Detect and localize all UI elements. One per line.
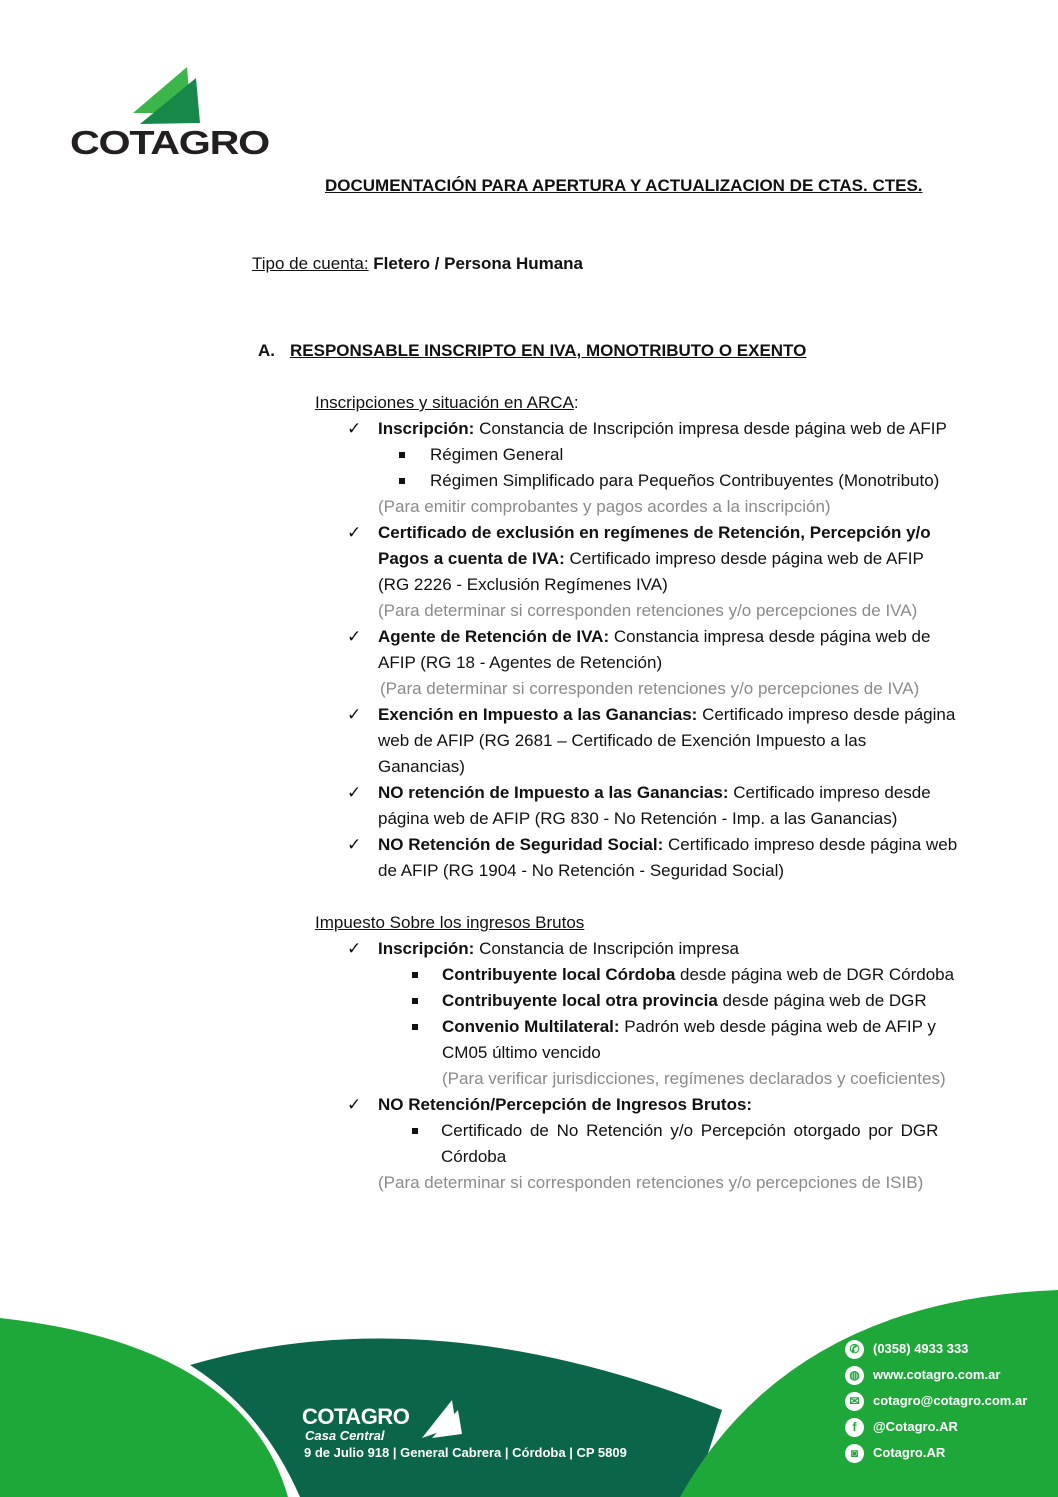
contact-phone: (0358) 4933 333 — [873, 1341, 969, 1356]
item-bold: Convenio Multilateral: — [442, 1017, 620, 1036]
list-item — [378, 936, 739, 962]
item-text: Constancia de Inscripción impresa desde página web de AFIP — [474, 419, 947, 438]
item-text: AFIP (RG 18 - Agentes de Retención) — [378, 653, 663, 672]
bullet-item — [442, 988, 927, 1014]
item-text: de AFIP (RG 1904 - No Retención - Seguridad Social) — [378, 861, 785, 880]
item-text: desde página web de DGR Córdoba — [675, 965, 955, 984]
arca-heading-text: Inscripciones y situación en ARCA — [315, 393, 574, 412]
check-icon: ✓ — [347, 419, 362, 438]
bullet-icon — [412, 998, 418, 1004]
item-text: (RG 2226 - Exclusión Regímenes IVA) — [378, 575, 668, 594]
list-item — [378, 780, 931, 806]
footer-brand: COTAGRO — [302, 1404, 410, 1429]
item-text: Certificado impreso desde página web de AFIP — [564, 549, 924, 568]
check-icon: ✓ — [347, 523, 362, 542]
bullet-item — [442, 1014, 936, 1040]
item-bold: Agente de Retención de IVA: — [378, 627, 610, 646]
colon: : — [573, 393, 579, 412]
item-bold: NO retención de Impuesto a las Ganancias: — [378, 783, 729, 802]
item-bold: Pagos a cuenta de IVA: — [378, 549, 565, 568]
item-bold: Inscripción: — [378, 419, 475, 438]
iibb-heading: Impuesto Sobre los ingresos Brutos — [315, 913, 585, 932]
item-text: página web de AFIP (RG 830 - No Retención - Imp. a las Ganancias) — [378, 809, 898, 828]
item-text: desde página web de DGR — [717, 991, 927, 1010]
check-icon: ✓ — [347, 835, 362, 854]
section-letter: A. — [258, 341, 275, 360]
facebook-icon: f — [845, 1418, 864, 1437]
list-item — [378, 624, 930, 650]
note: (Para determinar si corresponden retenciones y/o percepciones de IVA) — [378, 601, 918, 620]
bullet-item: Régimen Simplificado para Pequeños Contribuyentes (Monotributo) — [430, 471, 940, 490]
item-text: CM05 último vencido — [442, 1043, 601, 1062]
item-bold: NO Retención/Percepción de Ingresos Brutos: — [378, 1095, 753, 1114]
check-icon: ✓ — [347, 783, 362, 802]
item-bold: NO Retención de Seguridad Social: — [378, 835, 664, 854]
bullet-item: Certificado de No Retención y/o Percepción otorgado por DGR — [441, 1121, 939, 1140]
footer-address: 9 de Julio 918 | General Cabrera | Córdoba | CP 5809 — [304, 1445, 627, 1460]
logo-text: COTAGRO — [70, 124, 270, 161]
item-text: Córdoba — [441, 1147, 507, 1166]
bullet-icon — [412, 972, 418, 978]
contact-email[interactable]: cotagro@cotagro.com.ar — [873, 1393, 1028, 1408]
account-type-value: Fletero / Persona Humana — [368, 254, 584, 273]
list-item — [378, 702, 955, 728]
check-icon: ✓ — [347, 939, 362, 958]
item-text: Padrón web desde página web de AFIP y — [619, 1017, 936, 1036]
bullet-item: Régimen General — [430, 445, 564, 464]
note: (Para verificar jurisdicciones, regímenes declarados y coeficientes) — [442, 1069, 946, 1088]
check-icon: ✓ — [347, 1095, 362, 1114]
item-text: Certificado impreso desde página web — [663, 835, 958, 854]
phone-icon: ✆ — [845, 1340, 864, 1359]
section-heading: RESPONSABLE INSCRIPTO EN IVA, MONOTRIBUTO O EXENTO — [290, 341, 807, 360]
bullet-icon — [412, 1128, 418, 1134]
bullet-item — [442, 962, 954, 988]
item-text: Constancia impresa desde página web de — [609, 627, 931, 646]
check-icon: ✓ — [347, 705, 362, 724]
item-text: Certificado impreso desde página — [697, 705, 956, 724]
item-text: web de AFIP (RG 2681 – Certificado de Exención Impuesto a las — [378, 731, 867, 750]
bullet-icon — [412, 1024, 418, 1030]
item-text: Ganancias) — [378, 757, 465, 776]
list-item-line — [378, 546, 924, 572]
email-icon: ✉ — [845, 1392, 864, 1411]
item-bold: Contribuyente local Córdoba — [442, 965, 676, 984]
globe-icon: ◍ — [845, 1366, 864, 1385]
page-title: DOCUMENTACIÓN PARA APERTURA Y ACTUALIZACION DE CTAS. CTES. — [325, 176, 923, 195]
item-text: Constancia de Inscripción impresa — [474, 939, 739, 958]
account-type — [252, 251, 583, 277]
check-icon: ✓ — [347, 627, 362, 646]
note: (Para determinar si corresponden retenciones y/o percepciones de IVA) — [380, 679, 920, 698]
account-type-label: Tipo de cuenta: — [252, 254, 369, 273]
item-bold: Certificado de exclusión en regímenes de Retención, Percepción y/o — [378, 523, 931, 542]
list-item — [378, 416, 947, 442]
item-text: Certificado impreso desde — [728, 783, 931, 802]
bullet-icon — [399, 478, 405, 484]
contact-facebook[interactable]: @Cotagro.AR — [873, 1419, 958, 1434]
instagram-icon: ◙ — [845, 1444, 864, 1463]
footer-branch: Casa Central — [305, 1428, 385, 1443]
note: (Para determinar si corresponden retenciones y/o percepciones de ISIB) — [378, 1173, 924, 1192]
contact-instagram[interactable]: Cotagro.AR — [873, 1445, 946, 1460]
arca-heading — [315, 390, 579, 416]
note: (Para emitir comprobantes y pagos acordes a la inscripción) — [378, 497, 831, 516]
item-bold: Inscripción: — [378, 939, 475, 958]
item-bold: Exención en Impuesto a las Ganancias: — [378, 705, 698, 724]
bullet-icon — [399, 452, 405, 458]
contact-web[interactable]: www.cotagro.com.ar — [873, 1367, 1001, 1382]
item-bold: Contribuyente local otra provincia — [442, 991, 718, 1010]
list-item — [378, 832, 957, 858]
